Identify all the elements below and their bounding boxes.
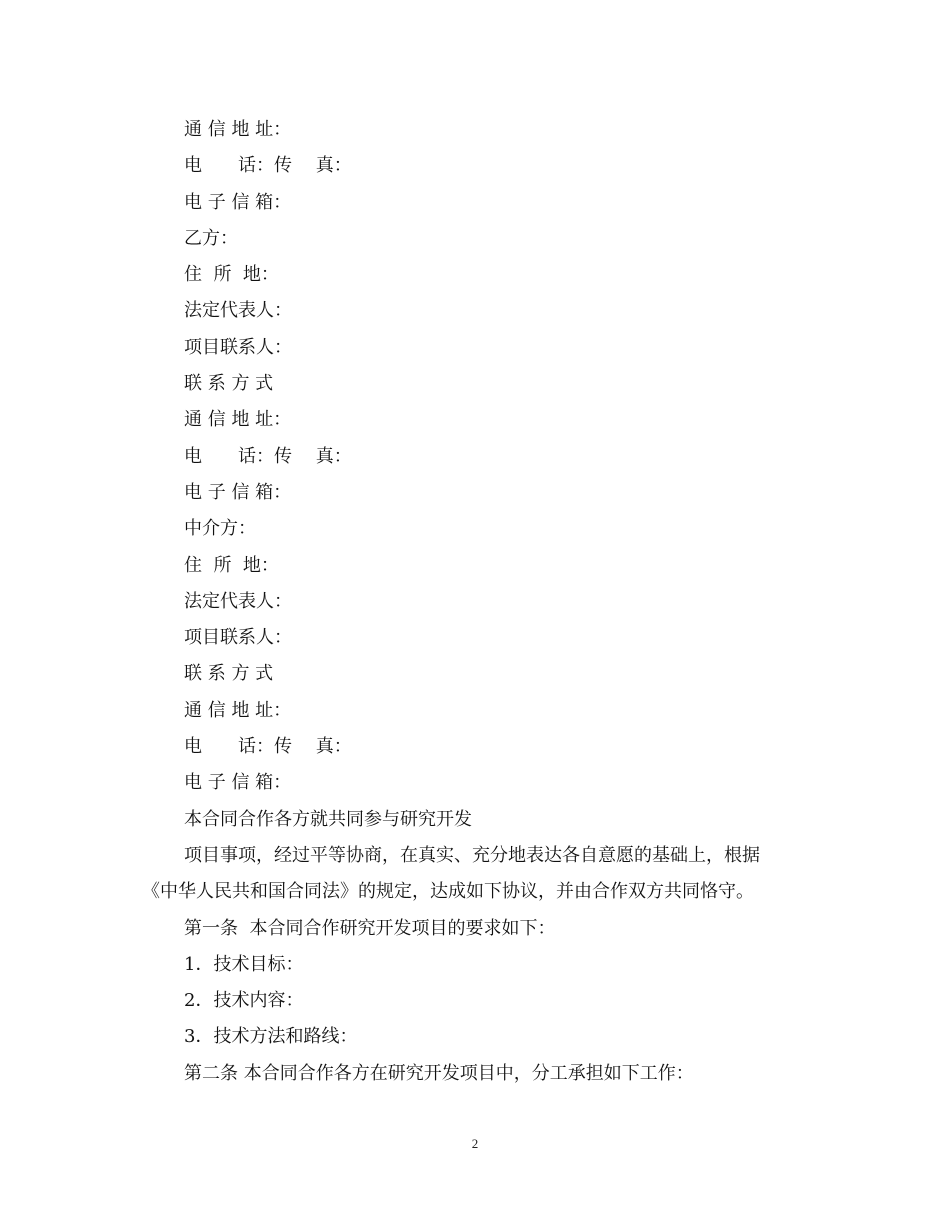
field-phone-fax-intermediary: 电 话：传 真： bbox=[184, 736, 352, 758]
field-contact-method-b: 联 系 方 式 bbox=[184, 373, 274, 395]
field-address-1: 通 信 地 址： bbox=[184, 119, 292, 140]
field-contact-person-b: 项目联系人： bbox=[184, 336, 292, 358]
field-contact-method-intermediary: 联 系 方 式 bbox=[184, 663, 274, 685]
list-item: 1．技术目标： bbox=[184, 953, 304, 975]
article-2-title: 第二条 本合同合作各方在研究开发项目中，分工承担如下工作： bbox=[184, 1062, 694, 1084]
party-b-heading: 乙方： bbox=[184, 227, 238, 249]
field-domicile-intermediary: 住 所 地： bbox=[184, 554, 279, 576]
field-email-b: 电 子 信 箱： bbox=[184, 481, 292, 503]
field-email-1: 电 子 信 箱： bbox=[184, 191, 292, 213]
field-domicile-b: 住 所 地： bbox=[184, 264, 279, 286]
list-item: 3．技术方法和路线： bbox=[184, 1026, 358, 1048]
page-number: 2 bbox=[471, 1136, 479, 1151]
contract-intro: 本合同合作各方就共同参与研究开发 bbox=[184, 808, 472, 830]
field-email-intermediary: 电 子 信 箱： bbox=[184, 772, 292, 794]
paragraph-line-1: 项目事项，经过平等协商，在真实、充分地表达各自意愿的基础上，根据 bbox=[184, 844, 760, 866]
field-address-b: 通 信 地 址： bbox=[184, 409, 292, 431]
list-item: 2．技术内容： bbox=[184, 990, 304, 1012]
field-address-intermediary: 通 信 地 址： bbox=[184, 699, 292, 721]
intermediary-heading: 中介方： bbox=[184, 518, 256, 540]
field-legal-rep-intermediary: 法定代表人： bbox=[184, 590, 292, 612]
field-phone-fax-1: 电 话：传 真： bbox=[184, 155, 352, 177]
document-body bbox=[142, 112, 808, 1092]
field-legal-rep-b: 法定代表人： bbox=[184, 300, 292, 322]
field-contact-person-intermediary: 项目联系人： bbox=[184, 627, 292, 649]
paragraph-line-2: 《中华人民共和国合同法》的规定，达成如下协议，并由合作双方共同恪守。 bbox=[142, 881, 754, 903]
article-1-title: 第一条 本合同合作研究开发项目的要求如下： bbox=[184, 917, 556, 939]
field-phone-fax-b: 电 话：传 真： bbox=[184, 445, 352, 467]
